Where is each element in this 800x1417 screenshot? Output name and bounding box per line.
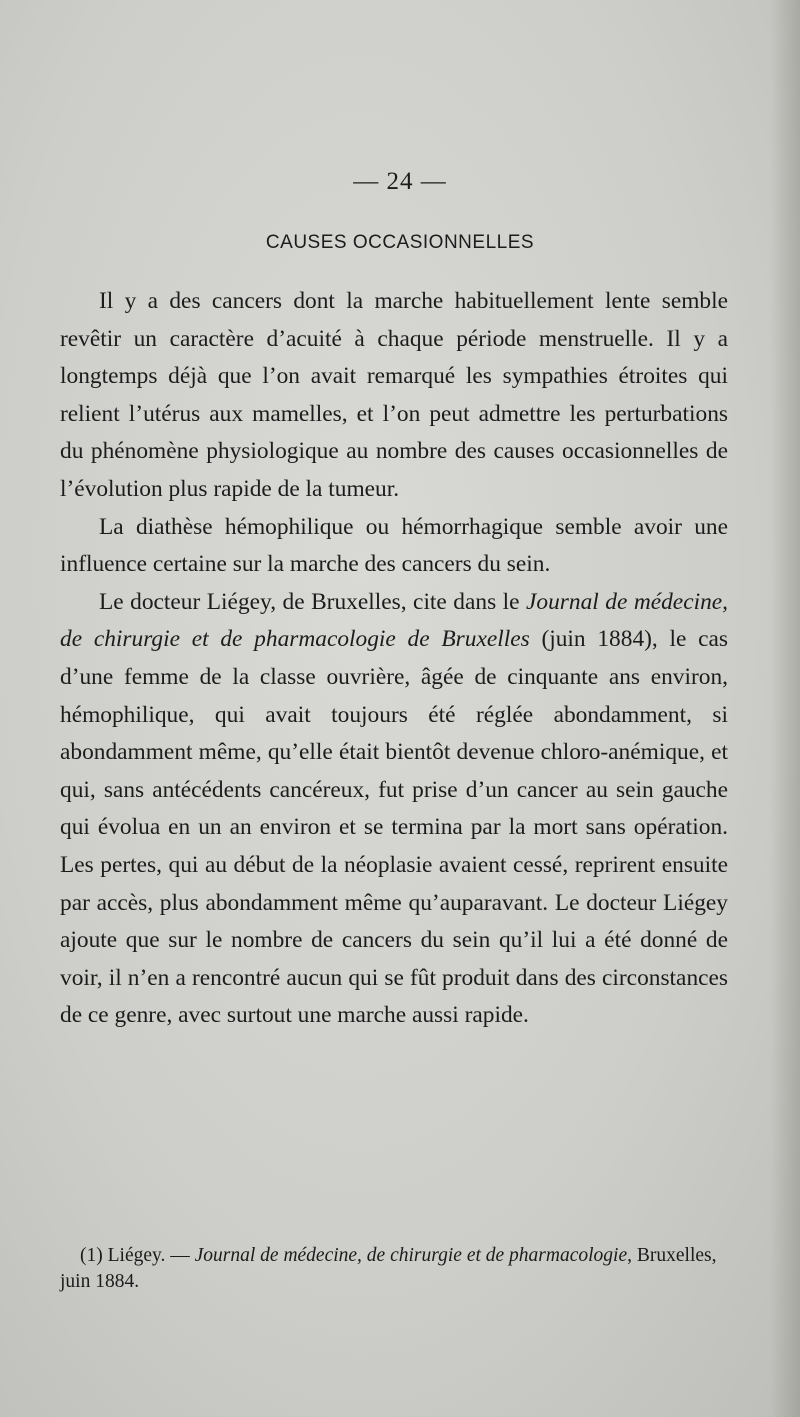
section-heading: CAUSES OCCASIONNELLES [265,232,535,253]
paragraph-3 [60,584,728,1035]
footnote-journal-title: Journal de médecine, de chirurgie et de pharmacologie [194,1245,628,1266]
page-edge-shadow [770,0,800,1417]
footnote-rest: , Bruxelles, juin 1884. [60,1245,717,1292]
footnote [60,1243,728,1295]
page-number: — 24 — [353,168,447,195]
journal-title: Journal de médecine, de chirurgie et de pharmacologie de Bruxelles [60,588,728,653]
body-text [60,283,728,1035]
paragraph-3-intro: Le docteur Liégey, de Bruxelles, cite dans le [99,588,527,615]
paragraph-3-rest: (juin 1884), le cas d’une femme de la classe ouvrière, âgée de cinquante ans environ, hémophilique, qui avait toujours été réglée abondamment, si abondamment même, qu’elle était bientôt devenue chloro-anémique, et qui, sans antécédents cancéreux, fut prise d’un cancer au sein gauche qui évolua en un an environ et se termina par la mort sans opération. Les pertes, qui au début de la néoplasie avaient cessé, reprirent ensuite par accès, plus abondamment même qu’auparavant. Le docteur Liégey ajoute que sur le nombre de cancers du sein qu’il lui a été donné de voir, il n’en a rencontré aucun qui se fût produit dans des circonstances de ce genre, avec surtout une marche aussi rapide. [60,626,729,1029]
paragraph-1: Il y a des cancers dont la marche habituellement lente semble revêtir un caractère d’acuité à chaque période menstruelle. Il y a longtemps déjà que l’on avait remarqué les sympathies étroites qui relient l’utérus aux mamelles, et l’on peut admettre les perturbations du phénomène physiologique au nombre des causes occasionnelles de l’évolution plus rapide de la tumeur. [60,288,728,502]
paragraph-2: La diathèse hémophilique ou hémorrhagique semble avoir une influence certaine sur la marche des cancers du sein. [60,513,728,578]
footnote-ref: (1) Liégey. — [80,1245,195,1266]
